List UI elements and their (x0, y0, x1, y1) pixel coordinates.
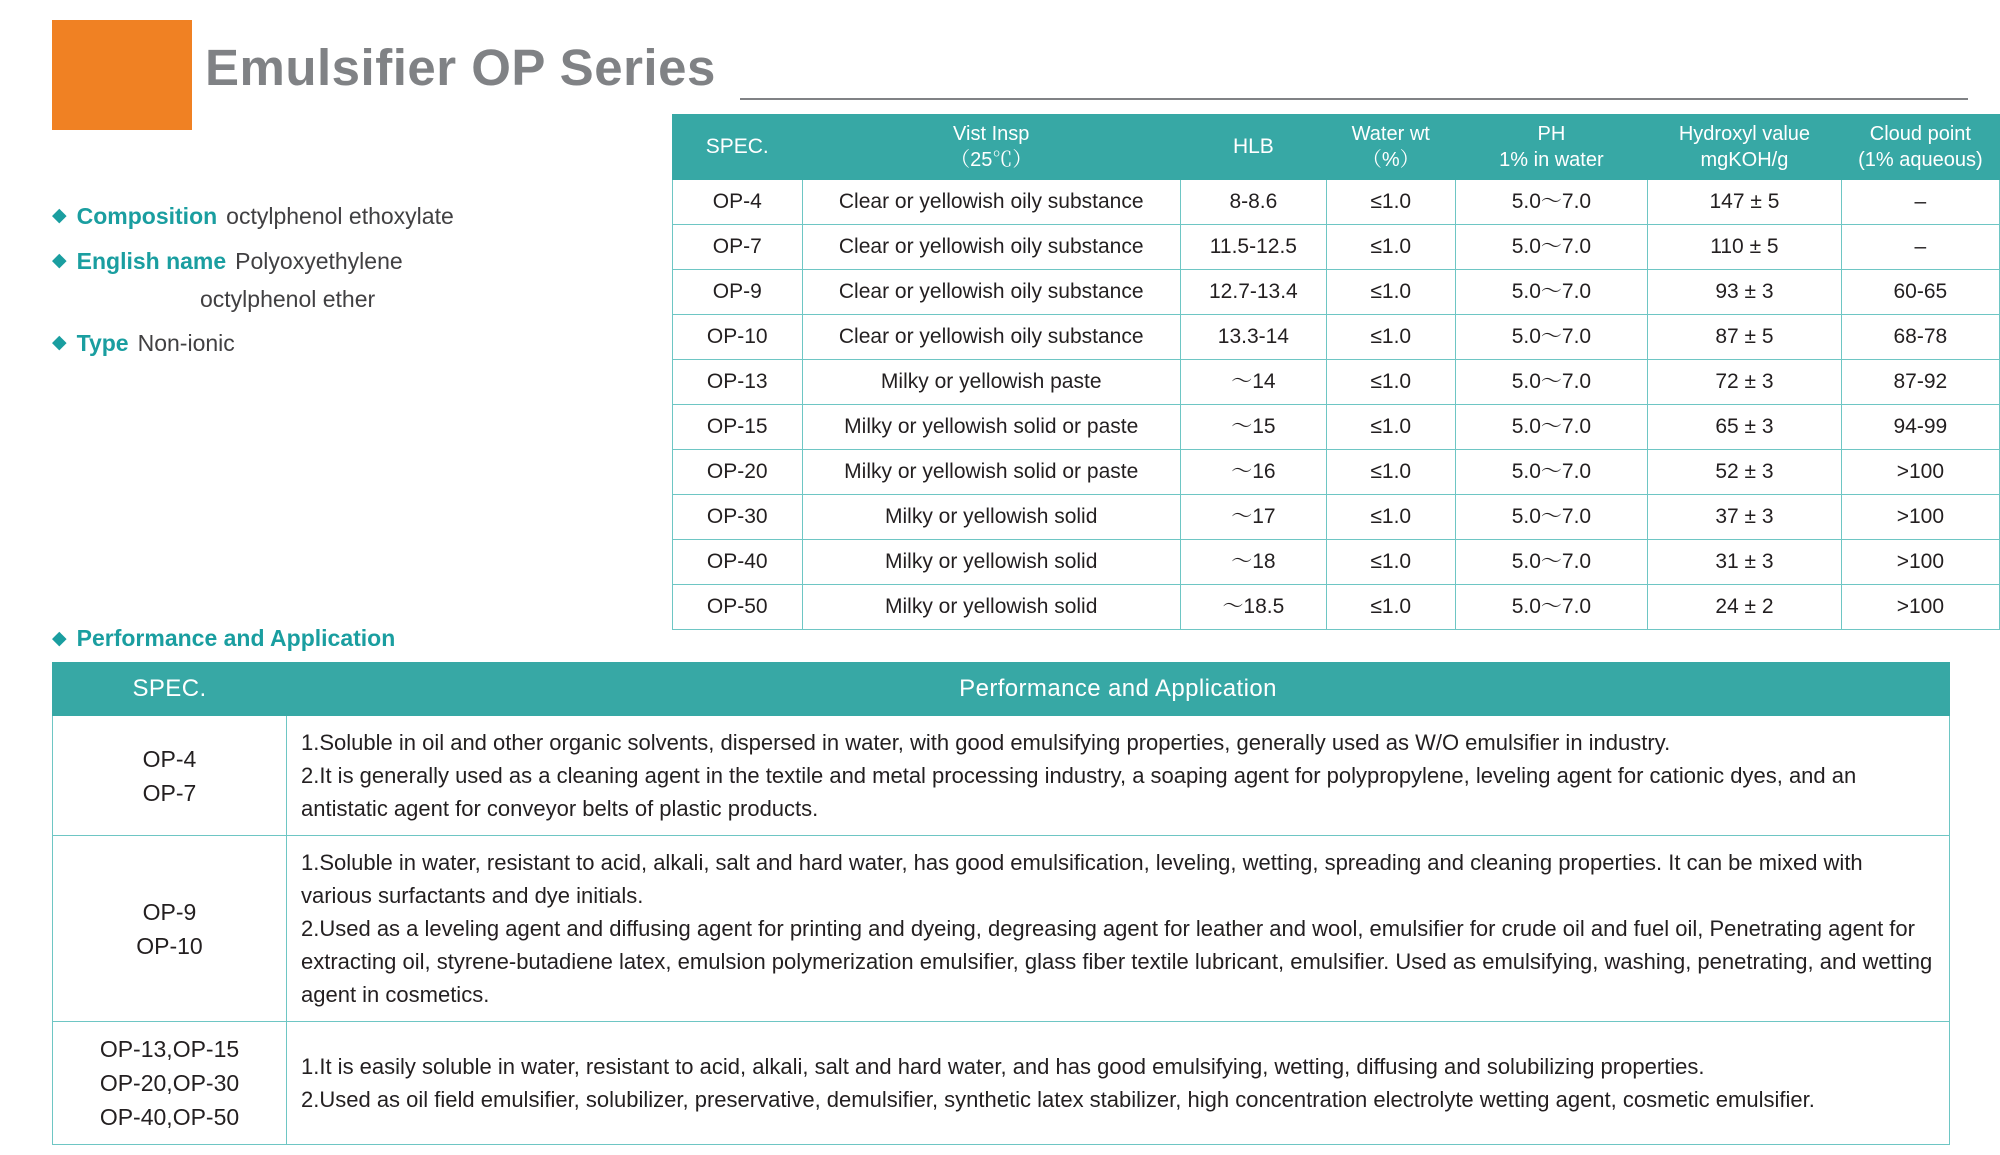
diamond-bullet-icon: ◆ (52, 205, 67, 226)
cell-hlb: 13.3-14 (1180, 315, 1326, 360)
cell-vist: Milky or yellowish solid or paste (802, 450, 1180, 495)
cell-water: ≤1.0 (1326, 450, 1455, 495)
page-title: Emulsifier OP Series (205, 39, 716, 96)
cell-ph: 5.0～7.0 (1455, 405, 1647, 450)
diamond-bullet-icon: ◆ (52, 628, 67, 649)
col-header-cloud-main: Cloud point (1869, 123, 1971, 145)
info-value-type: Non-ionic (137, 330, 235, 356)
info-value-english-name-continued: octylphenol ether (200, 286, 376, 312)
cell-hlb: 12.7-13.4 (1180, 270, 1326, 315)
cell-hlb: ～18 (1180, 540, 1326, 585)
cell-spec: OP-20 (673, 450, 803, 495)
cell-vist: Clear or yellowish oily substance (802, 270, 1180, 315)
info-label-composition: Composition (76, 203, 218, 229)
col-header-water-main: Water wt (1351, 123, 1430, 145)
info-value-english-name: Polyoxyethylene (235, 248, 403, 274)
table-row (673, 585, 2000, 630)
cell-water: ≤1.0 (1326, 360, 1455, 405)
cell-spec: OP-7 (673, 225, 803, 270)
table-row (53, 716, 1950, 836)
cell-cloud: >100 (1841, 540, 1999, 585)
cell-spec: OP-13 (673, 360, 803, 405)
table-row (673, 315, 2000, 360)
product-info-list (52, 200, 652, 372)
col-header-ph-sub: 1% in water (1499, 149, 1604, 171)
cell-perf-spec: OP-4 OP-7 (53, 716, 287, 836)
cell-water: ≤1.0 (1326, 495, 1455, 540)
diamond-bullet-icon: ◆ (52, 332, 67, 353)
cell-hydroxyl: 52 ± 3 (1648, 450, 1842, 495)
cell-ph: 5.0～7.0 (1455, 315, 1647, 360)
cell-spec: OP-4 (673, 180, 803, 225)
cell-cloud: – (1841, 180, 1999, 225)
cell-hlb: 8-8.6 (1180, 180, 1326, 225)
cell-ph: 5.0～7.0 (1455, 360, 1647, 405)
col-header-vist-insp (802, 115, 1180, 180)
cell-ph: 5.0～7.0 (1455, 270, 1647, 315)
cell-perf-spec: OP-9 OP-10 (53, 836, 287, 1022)
cell-hydroxyl: 93 ± 3 (1648, 270, 1842, 315)
col-header-hydroxyl-main: Hydroxyl value (1678, 123, 1811, 145)
description-line: 2.Used as oil field emulsifier, solubilizer, preservative, demulsifier, synthetic latex stabilizer, high concentration electrolyte wetting agent, cosmetic emulsifier. (301, 1087, 1815, 1112)
cell-spec: OP-40 (673, 540, 803, 585)
cell-vist: Milky or yellowish solid (802, 540, 1180, 585)
diamond-bullet-icon: ◆ (52, 250, 67, 271)
cell-perf-spec: OP-13,OP-15 OP-20,OP-30 OP-40,OP-50 (53, 1022, 287, 1145)
cell-vist: Milky or yellowish solid (802, 495, 1180, 540)
cell-vist: Milky or yellowish solid (802, 585, 1180, 630)
performance-section-heading (52, 625, 395, 652)
table-row (673, 495, 2000, 540)
col-header-ph-main: PH (1537, 123, 1566, 145)
info-row-english-name (52, 245, 652, 277)
performance-heading-label: Performance and Application (76, 625, 396, 651)
cell-hlb: ～17 (1180, 495, 1326, 540)
cell-cloud: 60-65 (1841, 270, 1999, 315)
cell-vist: Clear or yellowish oily substance (802, 180, 1180, 225)
info-row-type (52, 327, 652, 359)
table-header-row (673, 115, 2000, 180)
col-header-perf-spec: SPEC. (53, 663, 287, 716)
cell-water: ≤1.0 (1326, 540, 1455, 585)
cell-water: ≤1.0 (1326, 180, 1455, 225)
table-row (673, 225, 2000, 270)
col-header-water-wt (1326, 115, 1455, 180)
cell-spec: OP-10 (673, 315, 803, 360)
cell-water: ≤1.0 (1326, 585, 1455, 630)
col-header-vist-main: Vist Insp (953, 123, 1030, 145)
brand-color-block (52, 20, 192, 130)
table-row (673, 540, 2000, 585)
cell-water: ≤1.0 (1326, 405, 1455, 450)
description-line: 1.Soluble in water, resistant to acid, alkali, salt and hard water, has good emulsification, leveling, wetting, spreading and cleaning properties. It can be mixed with various surfactants and dye initials. (301, 850, 1863, 908)
specification-table (672, 114, 2000, 630)
cell-hlb: ～16 (1180, 450, 1326, 495)
table-header-row (53, 663, 1950, 716)
cell-spec: OP-50 (673, 585, 803, 630)
description-line: 1.It is easily soluble in water, resistant to acid, alkali, salt and hard water, and has good emulsifying, wetting, diffusing and solubilizing properties. (301, 1054, 1705, 1079)
cell-perf-description (287, 1022, 1950, 1145)
table-row (673, 180, 2000, 225)
cell-cloud: 94-99 (1841, 405, 1999, 450)
cell-perf-description (287, 716, 1950, 836)
cell-hlb: ～15 (1180, 405, 1326, 450)
cell-hydroxyl: 110 ± 5 (1648, 225, 1842, 270)
table-row (53, 1022, 1950, 1145)
cell-cloud: 87-92 (1841, 360, 1999, 405)
cell-ph: 5.0～7.0 (1455, 495, 1647, 540)
table-row (53, 836, 1950, 1022)
cell-cloud: – (1841, 225, 1999, 270)
cell-spec: OP-30 (673, 495, 803, 540)
cell-spec: OP-9 (673, 270, 803, 315)
cell-hydroxyl: 31 ± 3 (1648, 540, 1842, 585)
cell-vist: Clear or yellowish oily substance (802, 225, 1180, 270)
cell-vist: Milky or yellowish solid or paste (802, 405, 1180, 450)
col-header-water-sub: （%） (1361, 149, 1420, 171)
cell-ph: 5.0～7.0 (1455, 225, 1647, 270)
description-line: 2.Used as a leveling agent and diffusing agent for printing and dyeing, degreasing agent for leather and wool, emulsifier for crude oil and fuel oil, Penetrating agent for extracting oil, styrene-butadiene latex, emulsion polymerization emulsifier, glass fiber textile lubricant, emulsifier. Used as emulsifying, washing, penetrating, and wetting agent in cosmetics. (301, 916, 1933, 1007)
cell-cloud: 68-78 (1841, 315, 1999, 360)
info-value-composition: octylphenol ethoxylate (226, 203, 454, 229)
cell-hlb: ～18.5 (1180, 585, 1326, 630)
cell-spec: OP-15 (673, 405, 803, 450)
cell-hydroxyl: 147 ± 5 (1648, 180, 1842, 225)
cell-perf-description (287, 836, 1950, 1022)
cell-water: ≤1.0 (1326, 315, 1455, 360)
title-divider (740, 98, 1968, 100)
cell-water: ≤1.0 (1326, 270, 1455, 315)
cell-hydroxyl: 24 ± 2 (1648, 585, 1842, 630)
description-line: 2.It is generally used as a cleaning agent in the textile and metal processing industry, a soaping agent for polypropylene, leveling agent for cationic dyes, and an antistatic agent for conveyor belts of plastic products. (301, 763, 1857, 821)
cell-ph: 5.0～7.0 (1455, 540, 1647, 585)
cell-hydroxyl: 87 ± 5 (1648, 315, 1842, 360)
col-header-cloud-sub: (1% aqueous) (1858, 149, 1983, 171)
cell-cloud: >100 (1841, 585, 1999, 630)
col-header-ph (1455, 115, 1647, 180)
cell-hydroxyl: 37 ± 3 (1648, 495, 1842, 540)
col-header-spec: SPEC. (673, 115, 803, 180)
col-header-hlb: HLB (1180, 115, 1326, 180)
table-row (673, 270, 2000, 315)
performance-application-table (52, 662, 1950, 1145)
info-label-type: Type (76, 330, 129, 356)
table-row (673, 360, 2000, 405)
col-header-vist-sub: （25℃） (950, 149, 1033, 171)
col-header-hydroxyl-sub: mgKOH/g (1700, 149, 1789, 171)
cell-water: ≤1.0 (1326, 225, 1455, 270)
cell-hlb: 11.5-12.5 (1180, 225, 1326, 270)
cell-hydroxyl: 72 ± 3 (1648, 360, 1842, 405)
cell-vist: Milky or yellowish paste (802, 360, 1180, 405)
info-label-english-name: English name (76, 248, 227, 274)
cell-ph: 5.0～7.0 (1455, 450, 1647, 495)
cell-cloud: >100 (1841, 450, 1999, 495)
info-row-composition (52, 200, 652, 232)
cell-hlb: ～14 (1180, 360, 1326, 405)
cell-hydroxyl: 65 ± 3 (1648, 405, 1842, 450)
cell-vist: Clear or yellowish oily substance (802, 315, 1180, 360)
col-header-cloud-point (1841, 115, 1999, 180)
table-row (673, 450, 2000, 495)
cell-cloud: >100 (1841, 495, 1999, 540)
cell-ph: 5.0～7.0 (1455, 180, 1647, 225)
table-row (673, 405, 2000, 450)
col-header-perf-description: Performance and Application (287, 663, 1950, 716)
description-line: 1.Soluble in oil and other organic solvents, dispersed in water, with good emulsifying properties, generally used as W/O emulsifier in industry. (301, 730, 1671, 755)
cell-ph: 5.0～7.0 (1455, 585, 1647, 630)
col-header-hydroxyl-value (1648, 115, 1842, 180)
